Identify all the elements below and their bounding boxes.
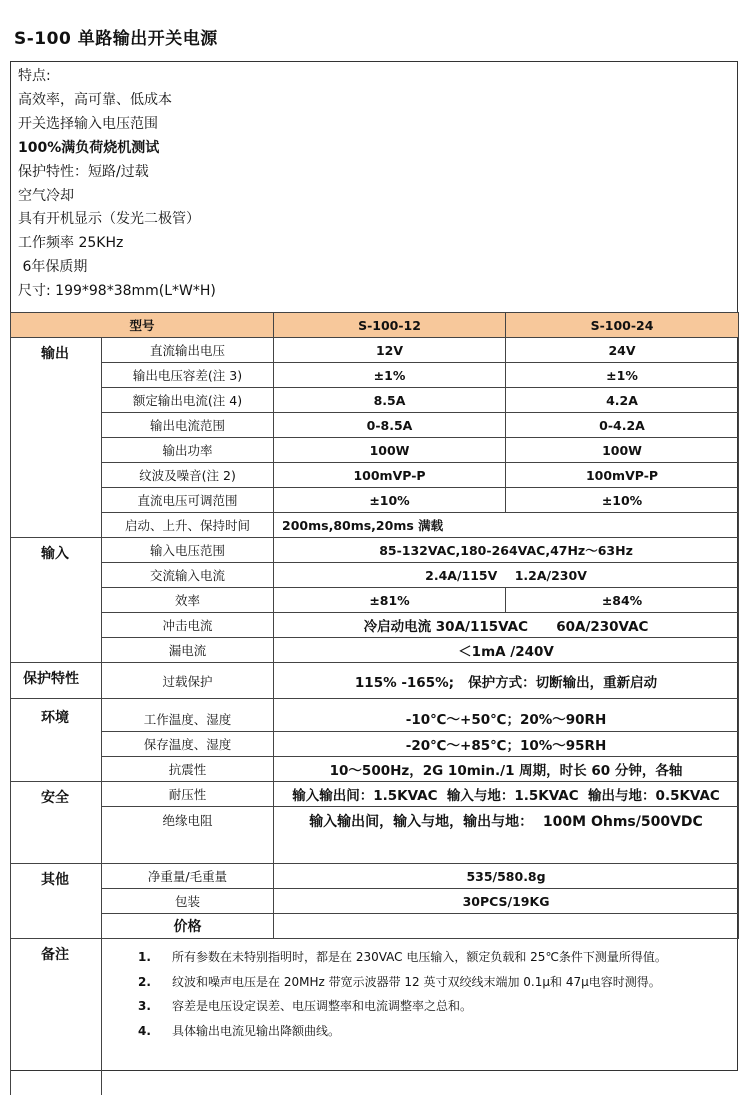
note-text: 所有参数在未特别指明时，都是在 230VAC 电压输入，额定负载和 25℃条件下测量所得值。 xyxy=(172,950,667,964)
table-row xyxy=(11,588,739,613)
value-a: ±10% xyxy=(274,488,506,513)
section-output: 输出 xyxy=(11,338,102,538)
row-label: 保存温度、湿度 xyxy=(102,732,274,757)
section-safety: 安全 xyxy=(11,782,102,864)
notes-cell xyxy=(102,939,739,1096)
other-value: 535/580.8g xyxy=(274,864,739,889)
feature-item: 开关选择输入电压范围 xyxy=(18,115,158,132)
table-row xyxy=(11,413,739,438)
table-row xyxy=(11,338,739,363)
safety-value: 输入输出间，输入与地，输出与地： 100M Ohms/500VDC xyxy=(274,807,739,864)
env-value: -10℃～+50℃；20%～90RH xyxy=(274,699,739,732)
section-environment: 环境 xyxy=(11,699,102,782)
table-row xyxy=(11,663,739,699)
value-a: 100W xyxy=(274,438,506,463)
row-label: 交流输入电流 xyxy=(102,563,274,588)
row-label: 过载保护 xyxy=(102,663,274,699)
table-row xyxy=(11,438,739,463)
table-row xyxy=(11,782,739,807)
feature-item: 空气冷却 xyxy=(18,187,74,204)
model-a-header: S-100-12 xyxy=(274,313,506,338)
note-number: 3. xyxy=(138,999,151,1013)
row-label: 直流电压可调范围 xyxy=(102,488,274,513)
table-row xyxy=(11,563,739,588)
feature-item: 尺寸: 199*98*38mm(L*W*H) xyxy=(18,283,216,300)
value-a: ±81% xyxy=(274,588,506,613)
value-a: ±1% xyxy=(274,363,506,388)
row-label: 价格 xyxy=(102,914,274,939)
row-label: 额定输出电流(注 4) xyxy=(102,388,274,413)
inrush-value: 冷启动电流 30A/115VAC 60A/230VAC xyxy=(274,613,739,638)
value-a: 100mVP-P xyxy=(274,463,506,488)
model-b-header: S-100-24 xyxy=(506,313,739,338)
feature-item: 具有开机显示（发光二极管） xyxy=(18,211,200,228)
table-header-row xyxy=(11,313,739,338)
table-row xyxy=(11,463,739,488)
table-row xyxy=(11,732,739,757)
value-a: 0-8.5A xyxy=(274,413,506,438)
safety-value: 输入输出间：1.5KVAC 输入与地：1.5KVAC 输出与地：0.5KVAC xyxy=(274,782,739,807)
value-b: ±84% xyxy=(506,588,739,613)
note-item xyxy=(102,945,739,970)
row-label: 耐压性 xyxy=(102,782,274,807)
table-row xyxy=(11,939,739,1096)
value-b: ±1% xyxy=(506,363,739,388)
table-row xyxy=(11,889,739,914)
row-label: 工作温度、湿度 xyxy=(102,699,274,732)
feature-item: 特点: xyxy=(18,68,51,84)
feature-item: 高效率，高可靠、低成本 xyxy=(18,91,172,108)
note-text: 容差是电压设定误差、电压调整率和电流调整率之总和。 xyxy=(172,999,473,1013)
table-row xyxy=(11,388,739,413)
table-row xyxy=(11,538,739,563)
row-label: 冲击电流 xyxy=(102,613,274,638)
feature-item: 100%满负荷烧机测试 xyxy=(18,139,160,156)
value-b: 4.2A xyxy=(506,388,739,413)
row-label: 输入电压范围 xyxy=(102,538,274,563)
table-row xyxy=(11,914,739,939)
note-item xyxy=(102,970,739,995)
section-protection: 保护特性 xyxy=(11,663,102,699)
row-label: 净重量/毛重量 xyxy=(102,864,274,889)
feature-item: 6年保质期 xyxy=(18,259,88,276)
section-input: 输入 xyxy=(11,538,102,663)
feature-item: 工作频率 25KHz xyxy=(18,235,124,252)
row-label: 包装 xyxy=(102,889,274,914)
spec-table xyxy=(10,312,739,1095)
table-row xyxy=(11,807,739,864)
value-b: 100W xyxy=(506,438,739,463)
value-b: 0-4.2A xyxy=(506,413,739,438)
value-a: 8.5A xyxy=(274,388,506,413)
row-label: 输出功率 xyxy=(102,438,274,463)
feature-item: 保护特性：短路/过载 xyxy=(18,163,149,180)
section-remarks: 备注 xyxy=(11,939,102,1096)
row-label: 抗震性 xyxy=(102,757,274,782)
note-text: 纹波和噪声电压是在 20MHz 带宽示波器带 12 英寸双绞线末端加 0.1μ和 47μ电容时测得。 xyxy=(172,974,661,989)
value-a: 12V xyxy=(274,338,506,363)
row-label: 启动、上升、保持时间 xyxy=(102,513,274,538)
leakage-value: ＜1mA /240V xyxy=(274,638,739,663)
other-value: 30PCS/19KG xyxy=(274,889,739,914)
note-item xyxy=(102,1019,739,1044)
row-label: 输出电压容差(注 3) xyxy=(102,363,274,388)
table-row xyxy=(11,513,739,538)
table-row xyxy=(11,488,739,513)
value-b: ±10% xyxy=(506,488,739,513)
note-number: 2. xyxy=(138,974,151,989)
startup-value: 200ms,80ms,20ms 满载 xyxy=(274,513,739,538)
input-current-value: 2.4A/115V 1.2A/230V xyxy=(274,563,739,588)
value-b: 24V xyxy=(506,338,739,363)
other-value xyxy=(274,914,739,939)
table-row xyxy=(11,363,739,388)
table-row xyxy=(11,613,739,638)
table-row xyxy=(11,757,739,782)
row-label: 纹波及噪音(注 2) xyxy=(102,463,274,488)
row-label: 绝缘电阻 xyxy=(102,807,274,864)
table-row xyxy=(11,699,739,732)
row-label: 效率 xyxy=(102,588,274,613)
table-row xyxy=(11,638,739,663)
row-label: 漏电流 xyxy=(102,638,274,663)
note-item xyxy=(102,994,739,1019)
section-other: 其他 xyxy=(11,864,102,939)
table-row xyxy=(11,864,739,889)
spec-sheet xyxy=(10,61,738,1071)
page-title: S-100 单路输出开关电源 xyxy=(14,29,218,49)
protection-value: 115% -165%; 保护方式：切断输出，重新启动 xyxy=(274,663,739,699)
note-number: 4. xyxy=(138,1023,151,1038)
env-value: -20℃～+85℃；10%～95RH xyxy=(274,732,739,757)
input-voltage-value: 85-132VAC,180-264VAC,47Hz～63Hz xyxy=(274,538,739,563)
value-b: 100mVP-P xyxy=(506,463,739,488)
env-value: 10～500Hz，2G 10min./1 周期，时长 60 分钟，各轴 xyxy=(274,757,739,782)
features-list xyxy=(18,65,216,304)
note-text: 具体输出电流见输出降额曲线。 xyxy=(172,1023,341,1038)
model-header: 型号 xyxy=(11,313,274,338)
row-label: 输出电流范围 xyxy=(102,413,274,438)
note-number: 1. xyxy=(138,950,151,964)
row-label: 直流输出电压 xyxy=(102,338,274,363)
